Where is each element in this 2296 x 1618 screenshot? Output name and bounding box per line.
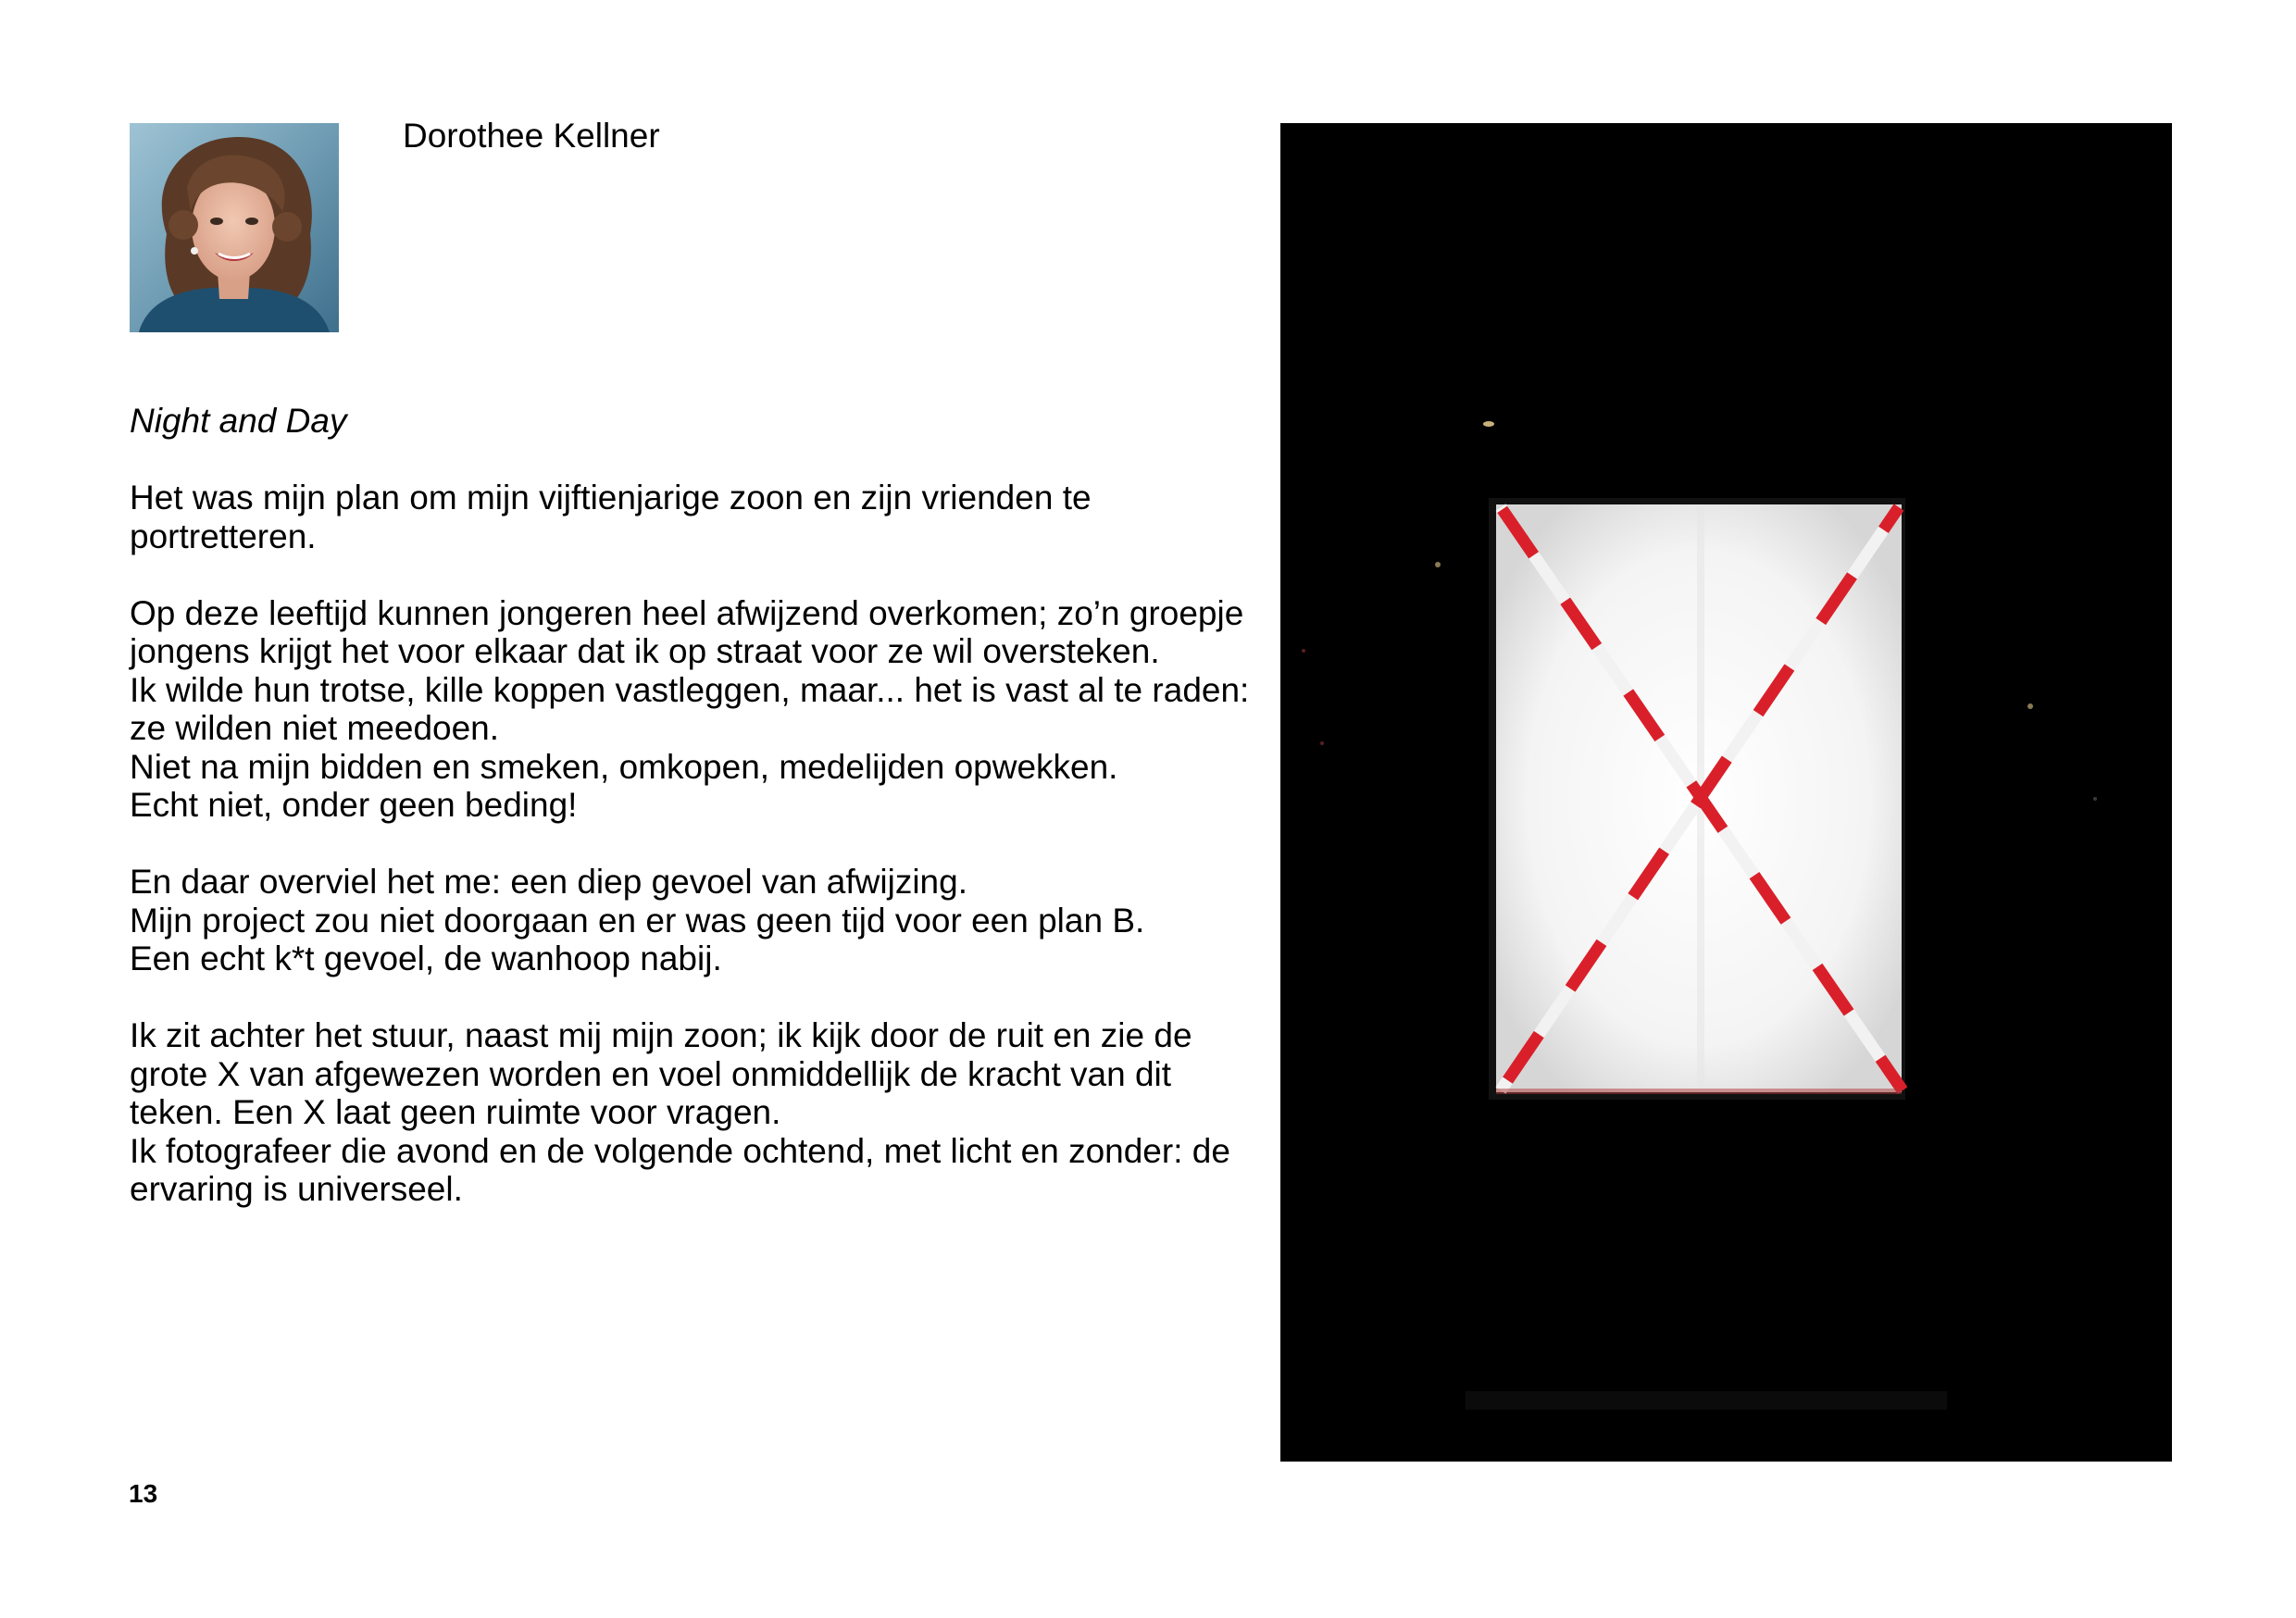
author-name: Dorothee Kellner [403, 117, 660, 155]
text-line: portretteren. [130, 517, 317, 555]
text-line: Op deze leeftijd kunnen jongeren heel afwijzend overkomen; zo’n groepje [130, 593, 1244, 632]
text-line: Ik zit achter het stuur, naast mij mijn zoon; ik kijk door de ruit en zie de [130, 1016, 1192, 1054]
text-line: Het was mijn plan om mijn vijftienjarige zoon en zijn vrienden te [130, 479, 1092, 517]
text-line: jongens krijgt het voor elkaar dat ik op straat voor ze wil oversteken. [130, 632, 1160, 670]
text-line: En daar overviel het me: een diep gevoel van afwijzing. [130, 863, 967, 901]
text-line: Echt niet, onder geen beding! [130, 786, 578, 824]
night-window-x-photo [1280, 123, 2172, 1462]
text-line: teken. Een X laat geen ruimte voor vragen. [130, 1093, 781, 1131]
statement-paragraph [130, 1016, 1278, 1209]
statement-paragraph [130, 863, 1278, 978]
statement-paragraph [130, 594, 1278, 825]
statement-text [130, 479, 1278, 1247]
text-line: Ik fotografeer die avond en de volgende ochtend, met licht en zonder: de [130, 1131, 1230, 1170]
text-line: ervaring is universeel. [130, 1170, 463, 1208]
text-line: Ik wilde hun trotse, kille koppen vastleggen, maar... het is vast al te raden: [130, 670, 1250, 709]
text-line: Een echt k*t gevoel, de wanhoop nabij. [130, 940, 722, 977]
page-number: 13 [129, 1479, 158, 1508]
work-title: Night and Day [130, 402, 347, 440]
text-line: grote X van afgewezen worden en voel onmiddellijk de kracht van dit [130, 1054, 1172, 1093]
text-line: ze wilden niet meedoen. [130, 709, 500, 747]
author-portrait-photo [130, 123, 339, 332]
text-line: Niet na mijn bidden en smeken, omkopen, medelijden opwekken. [130, 747, 1118, 786]
text-line: Mijn project zou niet doorgaan en er was geen tijd voor een plan B. [130, 901, 1145, 940]
statement-paragraph [130, 479, 1278, 555]
